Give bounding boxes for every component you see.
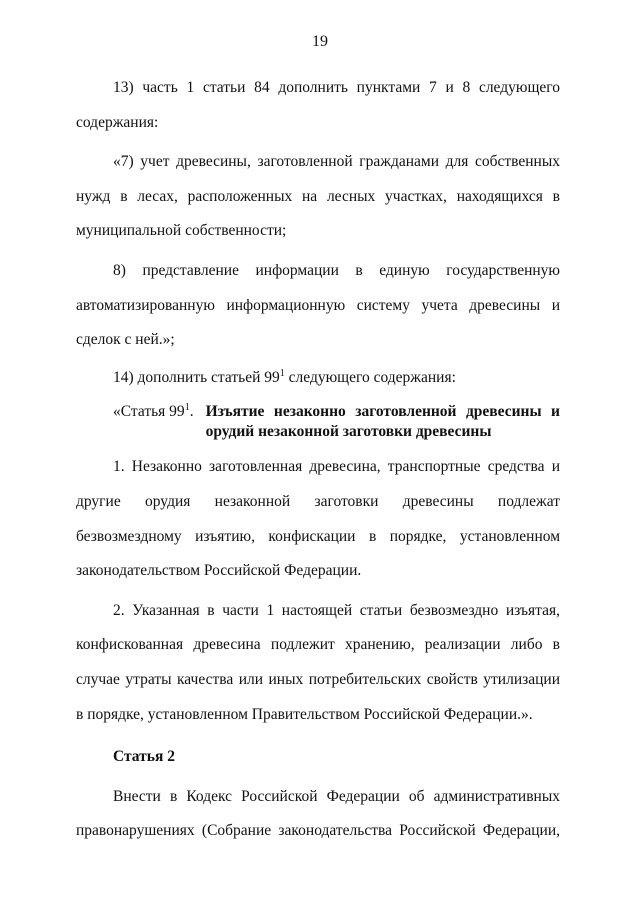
paragraph-14: [76, 361, 560, 396]
paragraph-14-text: 14) дополнить статьей 99: [113, 368, 280, 386]
article-99-1-part-1: 1. Незаконно заготовленная древесина, транспортные средства и другие орудия незаконной заготовки древесины подлежат безвозмездному изъятию, конфискации в порядке, установленном законодательством Российской Федерации.: [76, 458, 560, 580]
article-99-1-heading: [76, 402, 560, 442]
article-2-text: Внести в Кодекс Российской Федерации об административных правонарушениях (Собрание законодательства Российской Федерации,: [76, 787, 560, 840]
paragraph-item-8: 8) представление информации в единую государственную автоматизированную информационную систему учета древесины и сделок с ней.»;: [76, 261, 560, 349]
article-99-1-part-2: 2. Указанная в части 1 настоящей статьи безвозмездно изъятая, конфискованная древесина подлежит хранению, реализации либо в случае утраты качества или иных потребительских свойств утилизации в порядке, установленном Правительством Российской Федерации.».: [76, 601, 560, 723]
document-body: [76, 71, 560, 849]
paragraph-13: 13) часть 1 статьи 84 дополнить пунктами 7 и 8 следующего содержания:: [76, 79, 560, 131]
paragraph-14-superscript: 1: [279, 367, 285, 379]
page-number: 19: [312, 33, 328, 50]
article-99-1-title: Изъятие незаконно заготовленной древесины и орудий незаконной заготовки древесины: [205, 403, 560, 441]
article-label-dot: .: [189, 403, 194, 421]
paragraph-item-7: «7) учет древесины, заготовленной гражданами для собственных нужд в лесах, расположенных на лесных участках, находящихся в муниципальной собственности;: [76, 153, 560, 240]
article-label-superscript: 1: [184, 402, 190, 414]
article-2-heading: Статья 2: [113, 748, 175, 766]
article-99-1-label: [113, 402, 206, 442]
article-label-text: «Статья 99: [113, 403, 185, 421]
paragraph-14-text-end: следующего содержания:: [284, 368, 456, 386]
